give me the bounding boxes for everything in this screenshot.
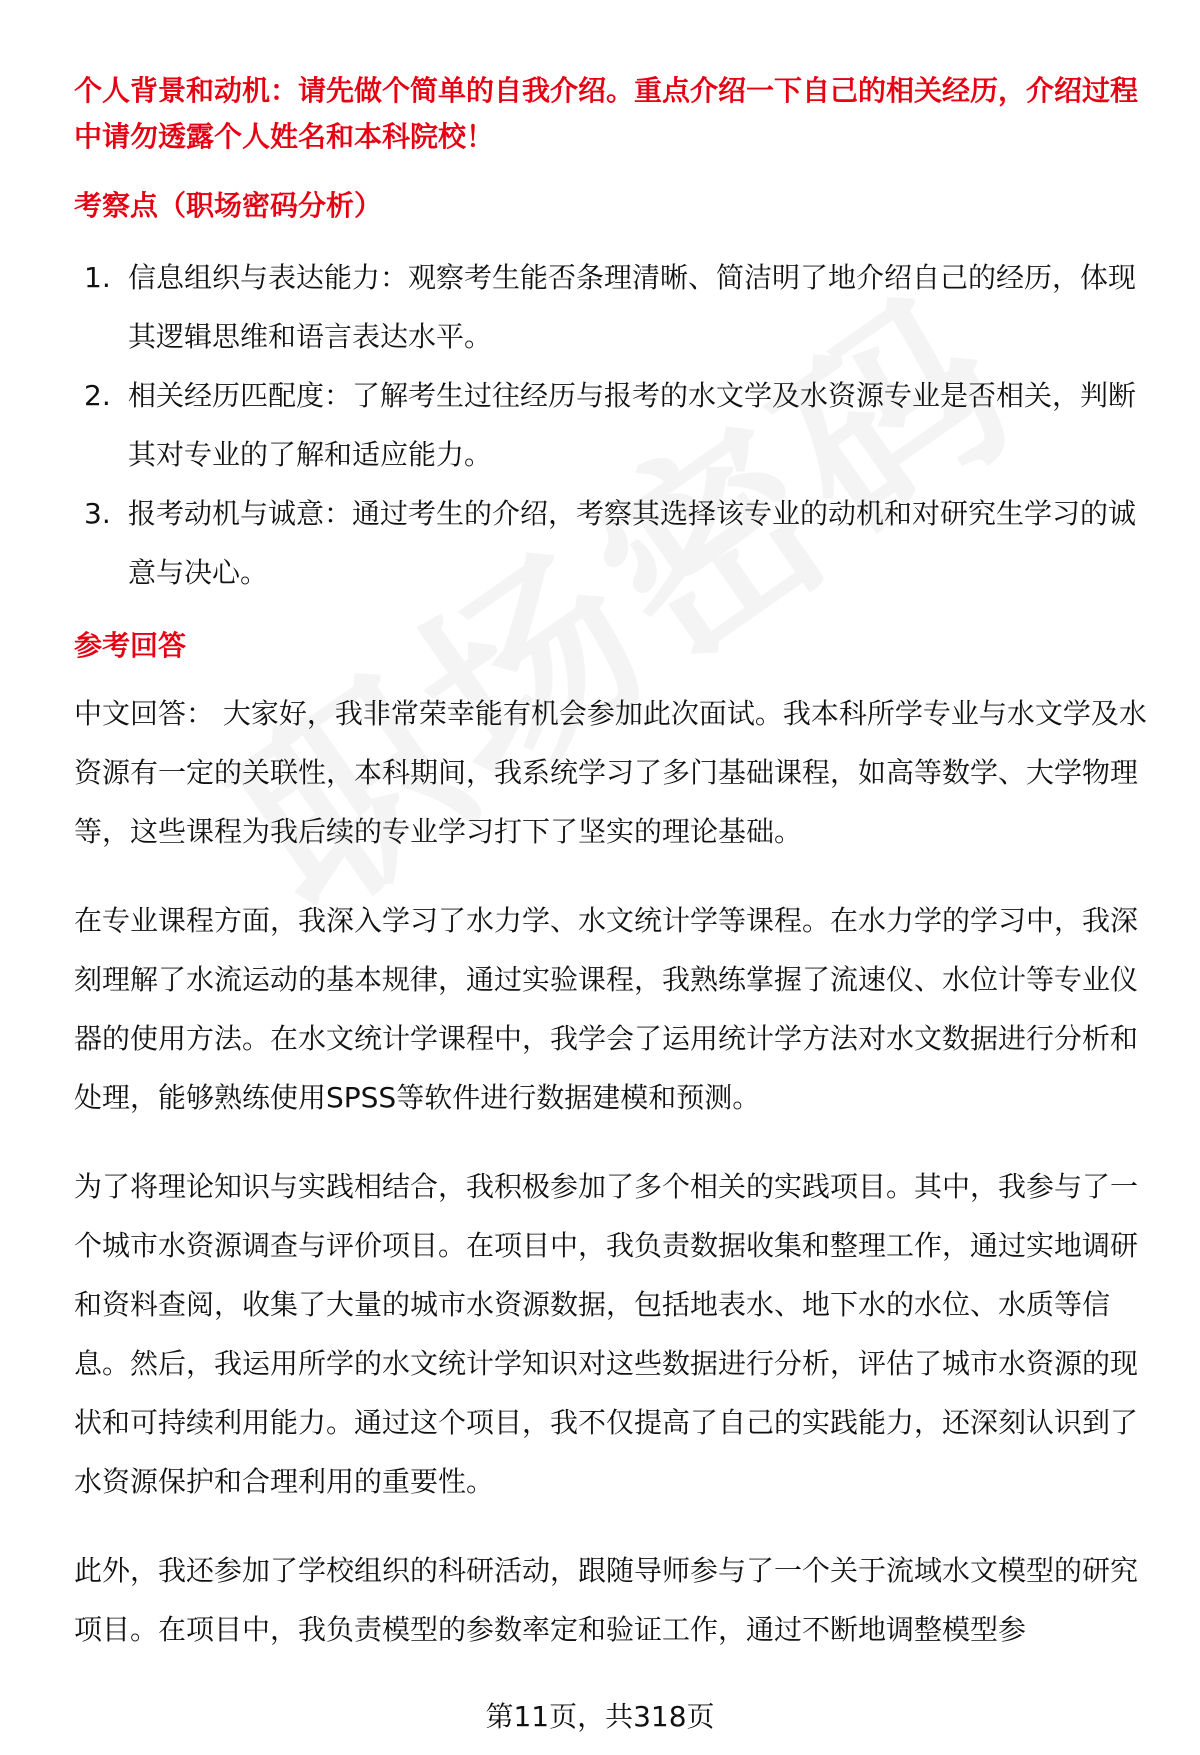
assessment-points-list xyxy=(74,248,1160,602)
answer-paragraph: 中文回答： 大家好，我非常荣幸能有机会参加此次面试。我本科所学专业与水文学及水资源有一定的关联性，本科期间，我系统学习了多门基础课程，如高等数学、大学物理等，这些课程为我后续的专业学习打下了坚实的理论基础。 xyxy=(74,697,1147,848)
answer-paragraph: 为了将理论知识与实践相结合，我积极参加了多个相关的实践项目。其中，我参与了一个城市水资源调查与评价项目。在项目中，我负责数据收集和整理工作，通过实地调研和资料查阅，收集了大量的城市水资源数据，包括地表水、地下水的水位、水质等信息。然后，我运用所学的水文统计学知识对这些数据进行分析，评估了城市水资源的现状和可持续利用能力。通过这个项目，我不仅提高了自己的实践能力，还深刻认识到了水资源保护和合理利用的重要性。 xyxy=(74,1170,1139,1498)
assessment-point xyxy=(74,248,1160,366)
answer-paragraph: 此外，我还参加了学校组织的科研活动，跟随导师参与了一个关于流域水文模型的研究项目。在项目中，我负责模型的参数率定和验证工作，通过不断地调整模型参 xyxy=(74,1554,1139,1646)
answer-heading: 参考回答 xyxy=(74,629,187,662)
point-number: 3. xyxy=(84,497,111,530)
page-footer: 第11页，共318页 xyxy=(485,1700,715,1733)
point-number: 2. xyxy=(84,379,111,412)
assessment-point xyxy=(74,484,1160,602)
document-page xyxy=(74,68,1160,1689)
point-text: 报考动机与诚意：通过考生的介绍，考察其选择该专业的动机和对研究生学习的诚意与决心。 xyxy=(128,497,1137,589)
assessment-point xyxy=(74,366,1160,484)
question-heading: 个人背景和动机：请先做个简单的自我介绍。重点介绍一下自己的相关经历，介绍过程中请勿透露个人姓名和本科院校！ xyxy=(74,74,1139,153)
answer-paragraph: 在专业课程方面，我深入学习了水力学、水文统计学等课程。在水力学的学习中，我深刻理解了水流运动的基本规律，通过实验课程，我熟练掌握了流速仪、水位计等专业仪器的使用方法。在水文统计学课程中，我学会了运用统计学方法对水文数据进行分析和处理，能够熟练使用SPSS等软件进行数据建模和预测。 xyxy=(74,904,1139,1114)
assessment-heading: 考察点（职场密码分析） xyxy=(74,189,383,222)
point-text: 信息组织与表达能力：观察考生能否条理清晰、简洁明了地介绍自己的经历，体现其逻辑思维和语言表达水平。 xyxy=(128,261,1137,353)
point-text: 相关经历匹配度：了解考生过往经历与报考的水文学及水资源专业是否相关，判断其对专业的了解和适应能力。 xyxy=(128,379,1137,471)
point-number: 1. xyxy=(84,261,111,294)
